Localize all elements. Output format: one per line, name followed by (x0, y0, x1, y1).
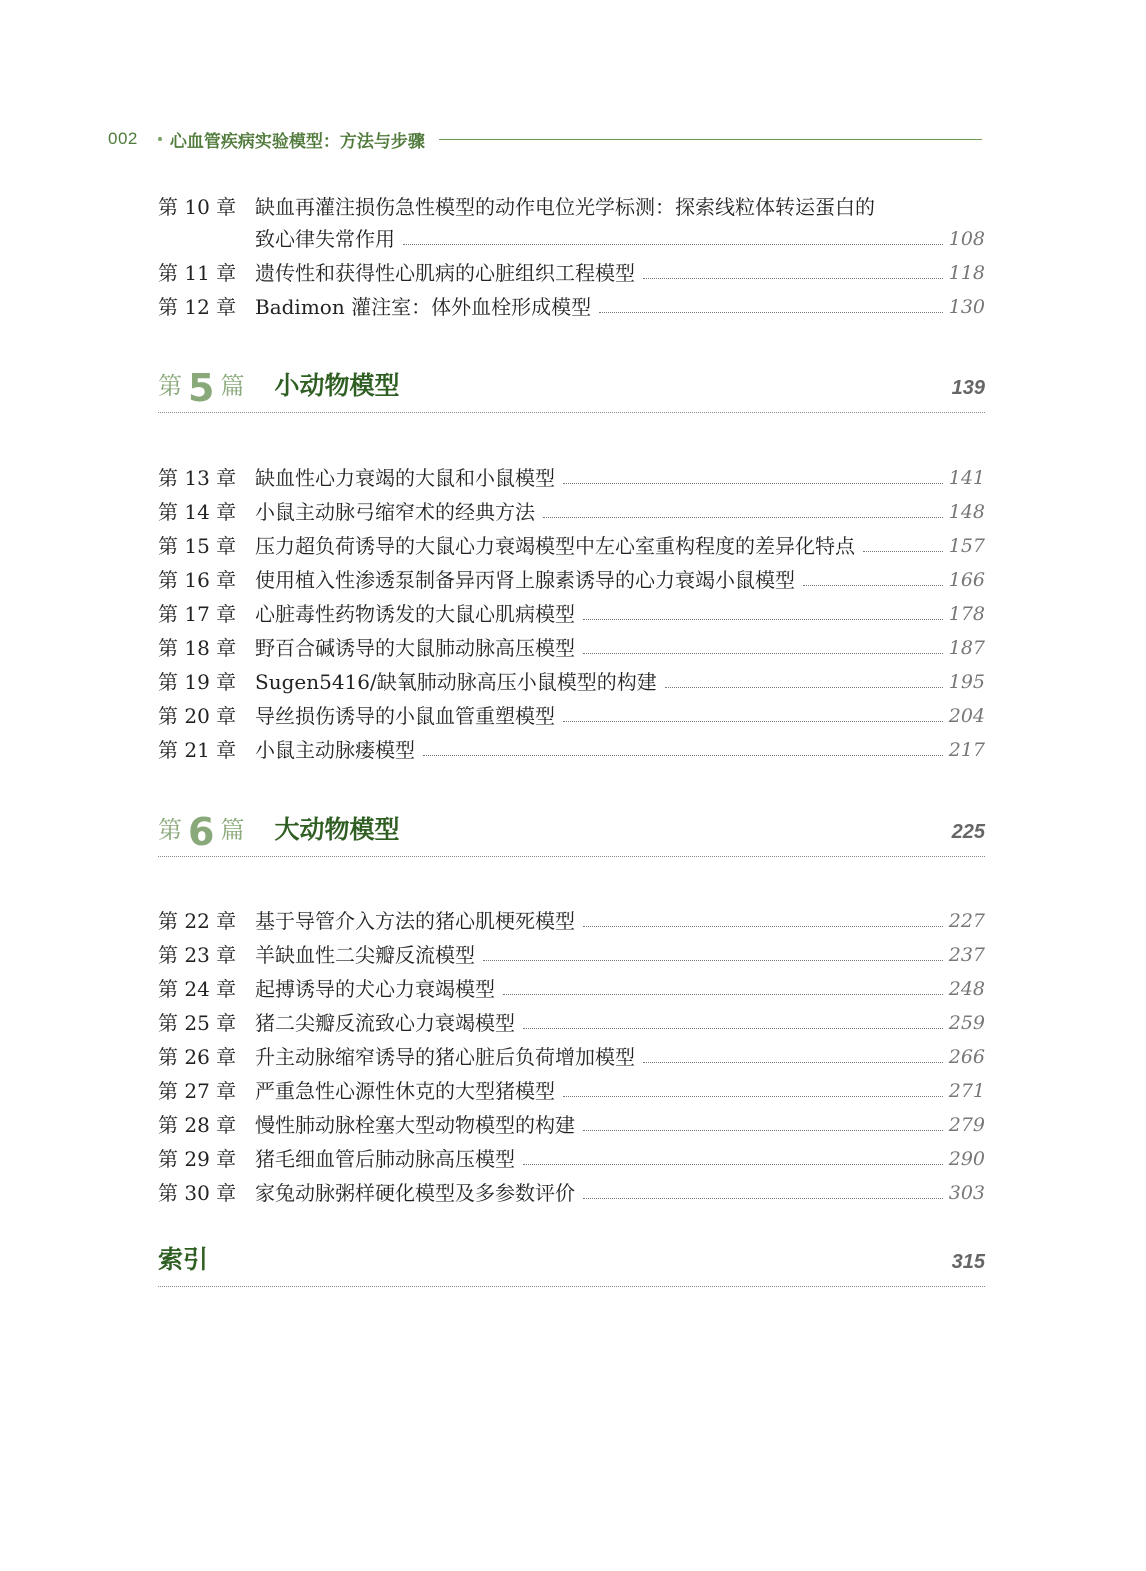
dot-leader (563, 1096, 943, 1097)
toc-entry-ch23[interactable] (158, 940, 985, 970)
page-ref: 178 (948, 603, 985, 625)
dot-leader (503, 994, 943, 995)
chapter-label: 第 22 章 (158, 909, 237, 933)
dot-leader (583, 1198, 943, 1199)
page-ref: 227 (948, 910, 985, 932)
page-ref: 166 (948, 569, 985, 591)
index-heading[interactable] (158, 1236, 985, 1287)
chapter-label: 第 14 章 (158, 500, 237, 524)
part-title: 大动物模型 (274, 815, 400, 844)
page-ref: 248 (948, 978, 985, 1000)
chapter-title: 升主动脉缩窄诱导的猪心脏后负荷增加模型 (255, 1045, 635, 1069)
dot-leader (643, 1062, 943, 1063)
dot-leader (523, 1164, 943, 1165)
part-prefix: 第 (158, 372, 182, 400)
toc-entry-ch27[interactable] (158, 1076, 985, 1106)
toc-entry-ch10-cont[interactable] (158, 224, 985, 254)
chapter-label: 第 10 章 (158, 195, 237, 219)
dot-leader (483, 960, 943, 961)
page-ref: 217 (948, 739, 985, 761)
toc-entry-ch30[interactable] (158, 1178, 985, 1208)
chapter-label: 第 17 章 (158, 602, 237, 626)
chapter-title: 缺血再灌注损伤急性模型的动作电位光学标测：探索线粒体转运蛋白的 (255, 195, 875, 219)
header-rule (439, 139, 982, 140)
chapter-label: 第 15 章 (158, 534, 237, 558)
dot-leader (563, 483, 943, 484)
chapter-title: 遗传性和获得性心肌病的心脏组织工程模型 (255, 261, 635, 285)
page-ref: 237 (948, 944, 985, 966)
page-ref: 118 (948, 262, 985, 284)
part-suffix: 篇 (220, 816, 245, 844)
part-suffix: 篇 (220, 372, 245, 400)
chapter-title: 猪二尖瓣反流致心力衰竭模型 (255, 1011, 515, 1035)
chapter-title: 压力超负荷诱导的大鼠心力衰竭模型中左心室重构程度的差异化特点 (255, 534, 855, 558)
toc-entry-ch22[interactable] (158, 906, 985, 936)
toc-entry-ch16[interactable] (158, 565, 985, 595)
chapter-title: 野百合碱诱导的大鼠肺动脉高压模型 (255, 636, 575, 660)
chapter-label: 第 25 章 (158, 1011, 237, 1035)
chapter-title: 致心律失常作用 (255, 227, 395, 251)
chapter-label: 第 30 章 (158, 1181, 237, 1205)
chapter-title: 缺血性心力衰竭的大鼠和小鼠模型 (255, 466, 555, 490)
toc-entry-ch26[interactable] (158, 1042, 985, 1072)
chapter-title: 使用植入性渗透泵制备异丙肾上腺素诱导的心力衰竭小鼠模型 (255, 568, 795, 592)
toc-entry-ch10[interactable] (158, 192, 985, 222)
book-title: 心血管疾病实验模型：方法与步骤 (169, 131, 425, 152)
toc-entry-ch20[interactable] (158, 701, 985, 731)
dot-leader (403, 244, 943, 245)
chapter-label: 第 23 章 (158, 943, 237, 967)
dot-leader (583, 926, 943, 927)
toc-entry-ch13[interactable] (158, 463, 985, 493)
chapter-label: 第 20 章 (158, 704, 237, 728)
page-ref: 157 (948, 535, 985, 557)
page-ref: 266 (948, 1046, 985, 1068)
chapter-label: 第 21 章 (158, 738, 237, 762)
chapter-title: 慢性肺动脉栓塞大型动物模型的构建 (255, 1113, 575, 1137)
part-prefix: 第 (158, 816, 182, 844)
dot-leader (583, 653, 943, 654)
dot-leader (423, 755, 943, 756)
dot-leader (803, 585, 943, 586)
dot-leader (543, 517, 943, 518)
dot-leader (665, 687, 943, 688)
page-ref: 108 (948, 228, 985, 250)
chapter-title: Sugen5416/缺氧肺动脉高压小鼠模型的构建 (255, 670, 657, 694)
chapter-title: 小鼠主动脉瘘模型 (255, 738, 415, 762)
page-ref: 279 (948, 1114, 985, 1136)
index-page-ref: 315 (951, 1251, 985, 1273)
page-ref: 290 (948, 1148, 985, 1170)
chapter-label: 第 29 章 (158, 1147, 237, 1171)
page-ref: 141 (948, 467, 985, 489)
chapter-title: 心脏毒性药物诱发的大鼠心肌病模型 (255, 602, 575, 626)
toc-entry-ch28[interactable] (158, 1110, 985, 1140)
dot-leader (563, 721, 943, 722)
toc-entry-ch17[interactable] (158, 599, 985, 629)
page-ref: 148 (948, 501, 985, 523)
chapter-label: 第 18 章 (158, 636, 237, 660)
page-ref: 303 (948, 1182, 985, 1204)
page-ref: 187 (948, 637, 985, 659)
chapter-title: 基于导管介入方法的猪心肌梗死模型 (255, 909, 575, 933)
toc-entry-ch15[interactable] (158, 531, 985, 561)
toc-entry-ch12[interactable] (158, 292, 985, 322)
dot-leader (863, 551, 943, 552)
page-number: 002 (108, 129, 138, 148)
page-ref: 130 (948, 296, 985, 318)
chapter-label: 第 28 章 (158, 1113, 237, 1137)
chapter-label: 第 12 章 (158, 295, 237, 319)
toc-entry-ch21[interactable] (158, 735, 985, 765)
part-page-ref: 225 (951, 821, 985, 843)
toc-entry-ch18[interactable] (158, 633, 985, 663)
page-ref: 195 (948, 671, 985, 693)
dot-leader (643, 278, 943, 279)
dot-leader (523, 1028, 943, 1029)
chapter-title: 家兔动脉粥样硬化模型及多参数评价 (255, 1181, 575, 1205)
chapter-label: 第 11 章 (158, 261, 237, 285)
toc-entry-ch29[interactable] (158, 1144, 985, 1174)
part-title: 小动物模型 (274, 371, 400, 400)
toc-entry-ch19[interactable] (158, 667, 985, 697)
bullet-icon (158, 137, 162, 141)
index-title: 索引 (158, 1245, 209, 1274)
toc-entry-ch14[interactable] (158, 497, 985, 527)
part-number: 6 (188, 810, 215, 854)
part-page-ref: 139 (951, 377, 985, 399)
part-heading-5[interactable] (158, 362, 985, 413)
chapter-label: 第 13 章 (158, 466, 237, 490)
dot-leader (583, 1130, 943, 1131)
toc-entry-ch24[interactable] (158, 974, 985, 1004)
page-ref: 204 (948, 705, 985, 727)
page-ref: 259 (948, 1012, 985, 1034)
chapter-label: 第 27 章 (158, 1079, 237, 1103)
part-heading-6[interactable] (158, 806, 985, 857)
dot-leader (599, 312, 943, 313)
chapter-label: 第 24 章 (158, 977, 237, 1001)
chapter-label: 第 16 章 (158, 568, 237, 592)
chapter-title: Badimon 灌注室：体外血栓形成模型 (255, 295, 592, 319)
chapter-label: 第 19 章 (158, 670, 237, 694)
toc-entry-ch11[interactable] (158, 258, 985, 288)
chapter-title: 羊缺血性二尖瓣反流模型 (255, 943, 475, 967)
chapter-title: 导丝损伤诱导的小鼠血管重塑模型 (255, 704, 555, 728)
chapter-title: 小鼠主动脉弓缩窄术的经典方法 (255, 500, 535, 524)
running-header (108, 124, 982, 154)
dot-leader (583, 619, 943, 620)
chapter-title: 严重急性心源性休克的大型猪模型 (255, 1079, 555, 1103)
chapter-label: 第 26 章 (158, 1045, 237, 1069)
toc-entry-ch25[interactable] (158, 1008, 985, 1038)
chapter-title: 起搏诱导的犬心力衰竭模型 (255, 977, 495, 1001)
page-ref: 271 (948, 1080, 985, 1102)
part-number: 5 (188, 366, 215, 410)
chapter-title: 猪毛细血管后肺动脉高压模型 (255, 1147, 515, 1171)
